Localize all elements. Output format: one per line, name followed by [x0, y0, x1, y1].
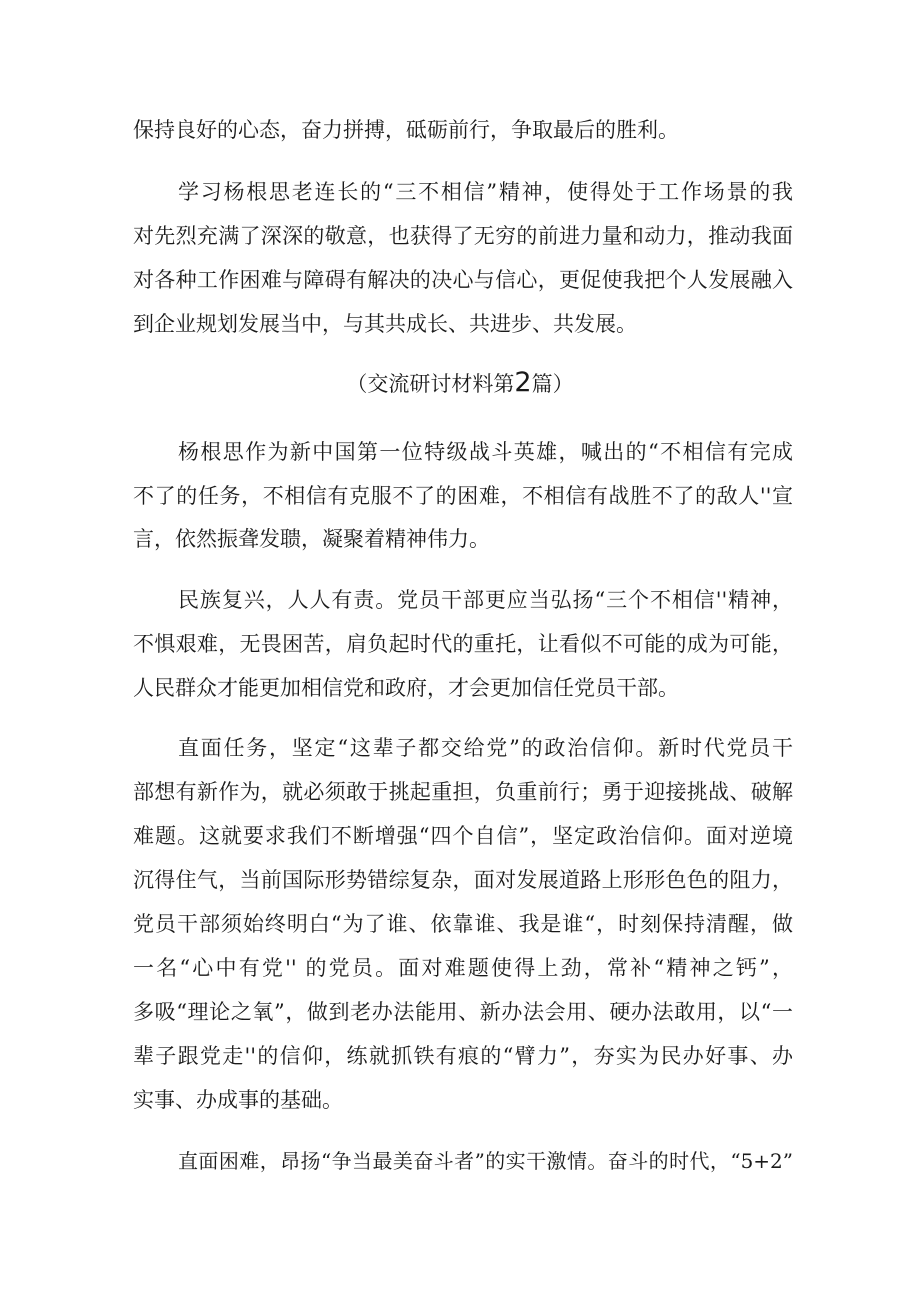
section-heading [0, 366, 920, 400]
paragraph-2-line-4: 到企业规划发展当中，与其共成长、共进步、共发展。 [133, 312, 637, 336]
heading-number: 2 [514, 367, 532, 398]
paragraph-5-line-2: 部想有新作为，就必须敢于挑起重担，负重前行；勇于迎接挑战、破解 [133, 780, 793, 804]
heading-prefix: （交流研讨材料第 [346, 372, 515, 396]
paragraph-2-line-2: 对先烈充满了深深的敬意，也获得了无穷的前进力量和动力，推动我面 [133, 224, 793, 248]
paragraph-5-line-7: 多吸“理论之氧”，做到老办法能用、新办法会用、硬办法敢用，以“一 [133, 1000, 793, 1024]
paragraph-1-line-1: 保持良好的心态，奋力拼搏，砥砺前行，争取最后的胜利。 [133, 118, 679, 142]
paragraph-5-line-8: 辈子跟党走''的信仰，练就抓铁有痕的“臂力”，夯实为民办好事、办 [133, 1044, 793, 1068]
paragraph-4-line-1: 民族复兴，人人有责。党员干部更应当弘扬“三个不相信''精神， [178, 588, 793, 612]
paragraph-6-line-1: 直面困难，昂扬“争当最美奋斗者”的实干激情。奋斗的时代，“5+2” [178, 1149, 793, 1173]
paragraph-5-line-9: 实事、办成事的基础。 [133, 1088, 343, 1112]
heading-suffix: 篇） [531, 372, 574, 396]
paragraph-3-line-1: 杨根思作为新中国第一位特级战斗英雄，喊出的“不相信有完成 [178, 440, 793, 464]
paragraph-3-line-2: 不了的任务，不相信有克服不了的困难，不相信有战胜不了的敌人''宣 [133, 484, 793, 508]
paragraph-3-line-3: 言，依然振聋发聩，凝聚着精神伟力。 [133, 527, 490, 551]
paragraph-4-line-3: 人民群众才能更加相信党和政府，才会更加信任党员干部。 [133, 676, 679, 700]
paragraph-5-line-3: 难题。这就要求我们不断增强“四个自信”，坚定政治信仰。面对逆境 [133, 824, 793, 848]
paragraph-2-line-1: 学习杨根思老连长的“三不相信”精神，使得处于工作场景的我 [178, 180, 793, 204]
paragraph-5-line-6: 一名“心中有党'' 的党员。面对难题使得上劲，常补“精神之钙”， [133, 956, 793, 980]
paragraph-5-line-5: 党员干部须始终明白“为了谁、依靠谁、我是谁“，时刻保持清醒，做 [133, 912, 793, 936]
paragraph-5-line-1: 直面任务，坚定“这辈子都交给党”的政治信仰。新时代党员干 [178, 736, 793, 760]
paragraph-4-line-2: 不惧艰难，无畏困苦，肩负起时代的重托，让看似不可能的成为可能， [133, 632, 793, 656]
paragraph-5-line-4: 沉得住气，当前国际形势错综复杂，面对发展道路上形形色色的阻力， [133, 868, 793, 892]
paragraph-2-line-3: 对各种工作困难与障碍有解决的决心与信心，更促使我把个人发展融入 [133, 268, 793, 292]
